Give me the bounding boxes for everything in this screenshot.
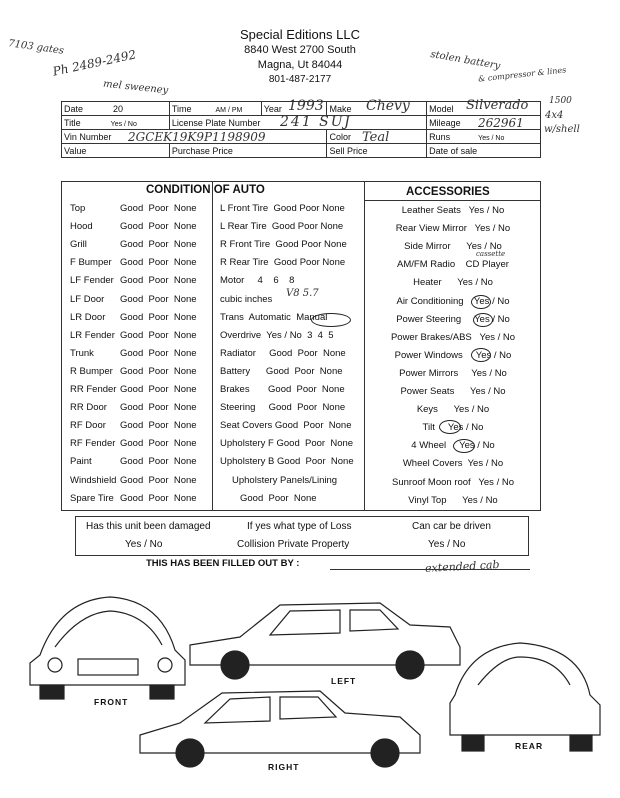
model-cell: Model [427, 102, 541, 116]
condition-options: Good Poor None [120, 438, 197, 450]
label-front: FRONT [94, 697, 129, 707]
condition-item: Trunk [70, 347, 94, 359]
condition-item: Hood [70, 221, 93, 233]
condition-item: F Bumper [70, 257, 112, 269]
accessory-item: Power Seats Yes / No [400, 386, 506, 397]
condition-mid-item: Overdrive Yes / No 3 4 5 [220, 329, 334, 341]
label-right: RIGHT [268, 762, 300, 772]
condition-item: LR Fender [70, 329, 115, 341]
condition-item: Top [70, 203, 86, 214]
condition-options: Good Poor None [120, 456, 197, 468]
condition-options: Good Poor None [120, 347, 197, 359]
condition-options: Good Poor None [120, 203, 197, 214]
condition-options: Good Poor None [120, 329, 197, 341]
condition-item: Grill [70, 239, 87, 251]
note-side-3: w/shell [544, 124, 580, 135]
condition-item: Spare Tire [70, 492, 114, 504]
condition-mid-item: Steering Good Poor None [220, 402, 346, 414]
hw-mileage: 262961 [478, 116, 524, 130]
date-cell: Date 20 [62, 102, 170, 116]
accessory-item: 4 Wheel Yes / No [411, 440, 495, 452]
label-left: LEFT [331, 676, 357, 686]
note-stolen-2: & compressor & lines [477, 65, 567, 84]
hw-cubic: V8 5.7 [286, 288, 319, 299]
condition-mid-item: Motor 4 6 8 [220, 275, 295, 287]
purchase-price-cell: Purchase Price [169, 144, 327, 158]
hw-vin: 2GCEK19K9P1198909 [128, 130, 266, 144]
accessory-item: Power Steering Yes / No [396, 313, 510, 325]
accessory-item: Keys Yes / No [416, 404, 490, 416]
runs-cell: Runs Yes / No [427, 130, 541, 144]
value-cell: Value [62, 144, 170, 158]
car-rear-view [450, 643, 600, 751]
date-of-sale-cell: Date of sale [427, 144, 541, 158]
filled-by-label: THIS HAS BEEN FILLED OUT BY : [146, 558, 300, 569]
condition-options: Good Poor None [120, 257, 197, 269]
accessory-item: Leather Seats Yes / No [401, 205, 505, 216]
note-phone: Ph 2489-2492 [51, 47, 138, 79]
condition-mid-item: Upholstery Panels/Lining [232, 474, 338, 486]
accessory-item: Wheel Covers Yes / No [402, 458, 504, 470]
damage-answer: Yes / No [125, 539, 163, 550]
condition-options: Good Poor None [120, 221, 197, 233]
condition-options: Good Poor None [120, 311, 197, 323]
accessory-item: Sunroof Moon roof Yes / No [392, 476, 514, 488]
condition-mid-item: Battery Good Poor None [220, 365, 343, 377]
car-left-view [190, 603, 460, 679]
condition-mid-item: L Front Tire Good Poor None [220, 203, 345, 214]
accessory-item: Air Conditioning Yes / No [396, 295, 510, 307]
vehicle-diagrams [0, 585, 620, 798]
driven-answer: Yes / No [428, 539, 466, 550]
accessory-item: Power Windows Yes / No [394, 349, 512, 361]
accessory-item: AM/FM Radio CD Player [397, 259, 509, 271]
condition-mid-item: cubic inches [220, 293, 273, 305]
company-address-1: 8840 West 2700 South [244, 44, 356, 56]
accessory-item: Power Mirrors Yes / No [399, 367, 507, 379]
vin-cell: Vin Number [62, 130, 327, 144]
condition-options: Good Poor None [120, 239, 197, 251]
loss-answer: Collision Private Property [237, 539, 350, 550]
condition-options: Good Poor None [120, 275, 197, 287]
condition-options: Good Poor None [120, 293, 197, 305]
4wheel-yes-circle [453, 439, 475, 453]
ac-yes-circle [471, 295, 491, 309]
condition-options: Good Poor None [120, 402, 197, 414]
condition-mid-item: Upholstery B Good Poor None [220, 456, 354, 468]
condition-options: Good Poor None [120, 420, 197, 432]
note-stolen-1: stolen battery [429, 48, 502, 73]
condition-mid-item: Good Poor None [240, 492, 317, 504]
hw-cassette: cassette [476, 250, 506, 258]
accessories-title: ACCESSORIES [406, 186, 490, 198]
condition-mid-item: R Rear Tire Good Poor None [220, 257, 346, 269]
company-name: Special Editions LLC [240, 27, 360, 42]
label-rear: REAR [515, 741, 544, 751]
condition-item: LR Door [70, 311, 106, 323]
condition-item: LF Door [70, 293, 105, 305]
company-address-2: Magna, Ut 84044 [257, 59, 343, 71]
condition-mid-item: Trans Automatic Manual [220, 311, 328, 323]
hw-filled-by: extended cab [424, 558, 500, 575]
condition-mid-item: R Front Tire Good Poor None [220, 239, 347, 251]
condition-item: Windshield [70, 474, 117, 486]
accessory-item: Power Brakes/ABS Yes / No [390, 331, 516, 343]
condition-mid-item: Radiator Good Poor None [220, 347, 346, 359]
note-gates: 7103 gates [7, 38, 65, 57]
condition-item: LF Fender [70, 275, 114, 287]
damage-question: Has this unit been damaged [86, 521, 211, 532]
pw-yes-circle [471, 348, 491, 362]
condition-options: Good Poor None [120, 474, 197, 486]
ps-yes-circle [473, 313, 493, 327]
condition-mid-item: Seat Covers Good Poor None [220, 420, 352, 432]
condition-item: RF Fender [70, 438, 116, 450]
manual-circle [311, 313, 351, 327]
tilt-yes-circle [439, 420, 461, 434]
condition-item: Paint [70, 456, 92, 468]
condition-mid-item: L Rear Tire Good Poor None [220, 221, 344, 233]
condition-item: RF Door [70, 420, 106, 432]
note-side-2: 4x4 [545, 110, 564, 121]
loss-question: If yes what type of Loss [247, 521, 352, 532]
car-front-view [30, 597, 185, 699]
plate-cell: License Plate Number [169, 116, 426, 130]
make-cell: Make [327, 102, 427, 116]
car-right-view [140, 691, 420, 767]
condition-mid-item: Upholstery F Good Poor None [220, 438, 354, 450]
year-cell: Year [261, 102, 327, 116]
time-cell: Time AM / PM [169, 102, 261, 116]
hw-year: 1993 [288, 98, 324, 114]
note-name: mel sweeney [102, 78, 169, 97]
condition-options: Good Poor None [120, 492, 197, 504]
accessory-item: Heater Yes / No [413, 277, 493, 289]
condition-title: CONDITION OF AUTO [146, 184, 265, 196]
accessory-item: Side Mirror Yes / No [404, 241, 502, 253]
driven-question: Can car be driven [412, 521, 491, 532]
title-cell: Title Yes / No [62, 116, 170, 130]
condition-item: RR Door [70, 402, 107, 414]
hw-make: Chevy [366, 98, 410, 114]
hw-color: Teal [362, 130, 390, 145]
mileage-cell: Mileage [427, 116, 541, 130]
condition-mid-item: Brakes Good Poor None [220, 384, 345, 395]
color-cell: Color [327, 130, 427, 144]
accessory-item: Vinyl Top Yes / No [408, 494, 498, 506]
condition-item: RR Fender [70, 384, 117, 395]
company-phone: 801-487-2177 [268, 74, 332, 85]
condition-options: Good Poor None [120, 365, 197, 377]
hw-model: Silverado [466, 98, 529, 113]
condition-item: R Bumper [70, 365, 113, 377]
note-side-1: 1500 [549, 96, 572, 106]
condition-options: Good Poor None [120, 384, 197, 395]
accessory-item: Rear View Mirror Yes / No [395, 223, 511, 235]
hw-plate: 241 SUJ [280, 114, 352, 130]
sell-price-cell: Sell Price [327, 144, 427, 158]
accessory-item: Tilt Yes / No [422, 422, 484, 434]
